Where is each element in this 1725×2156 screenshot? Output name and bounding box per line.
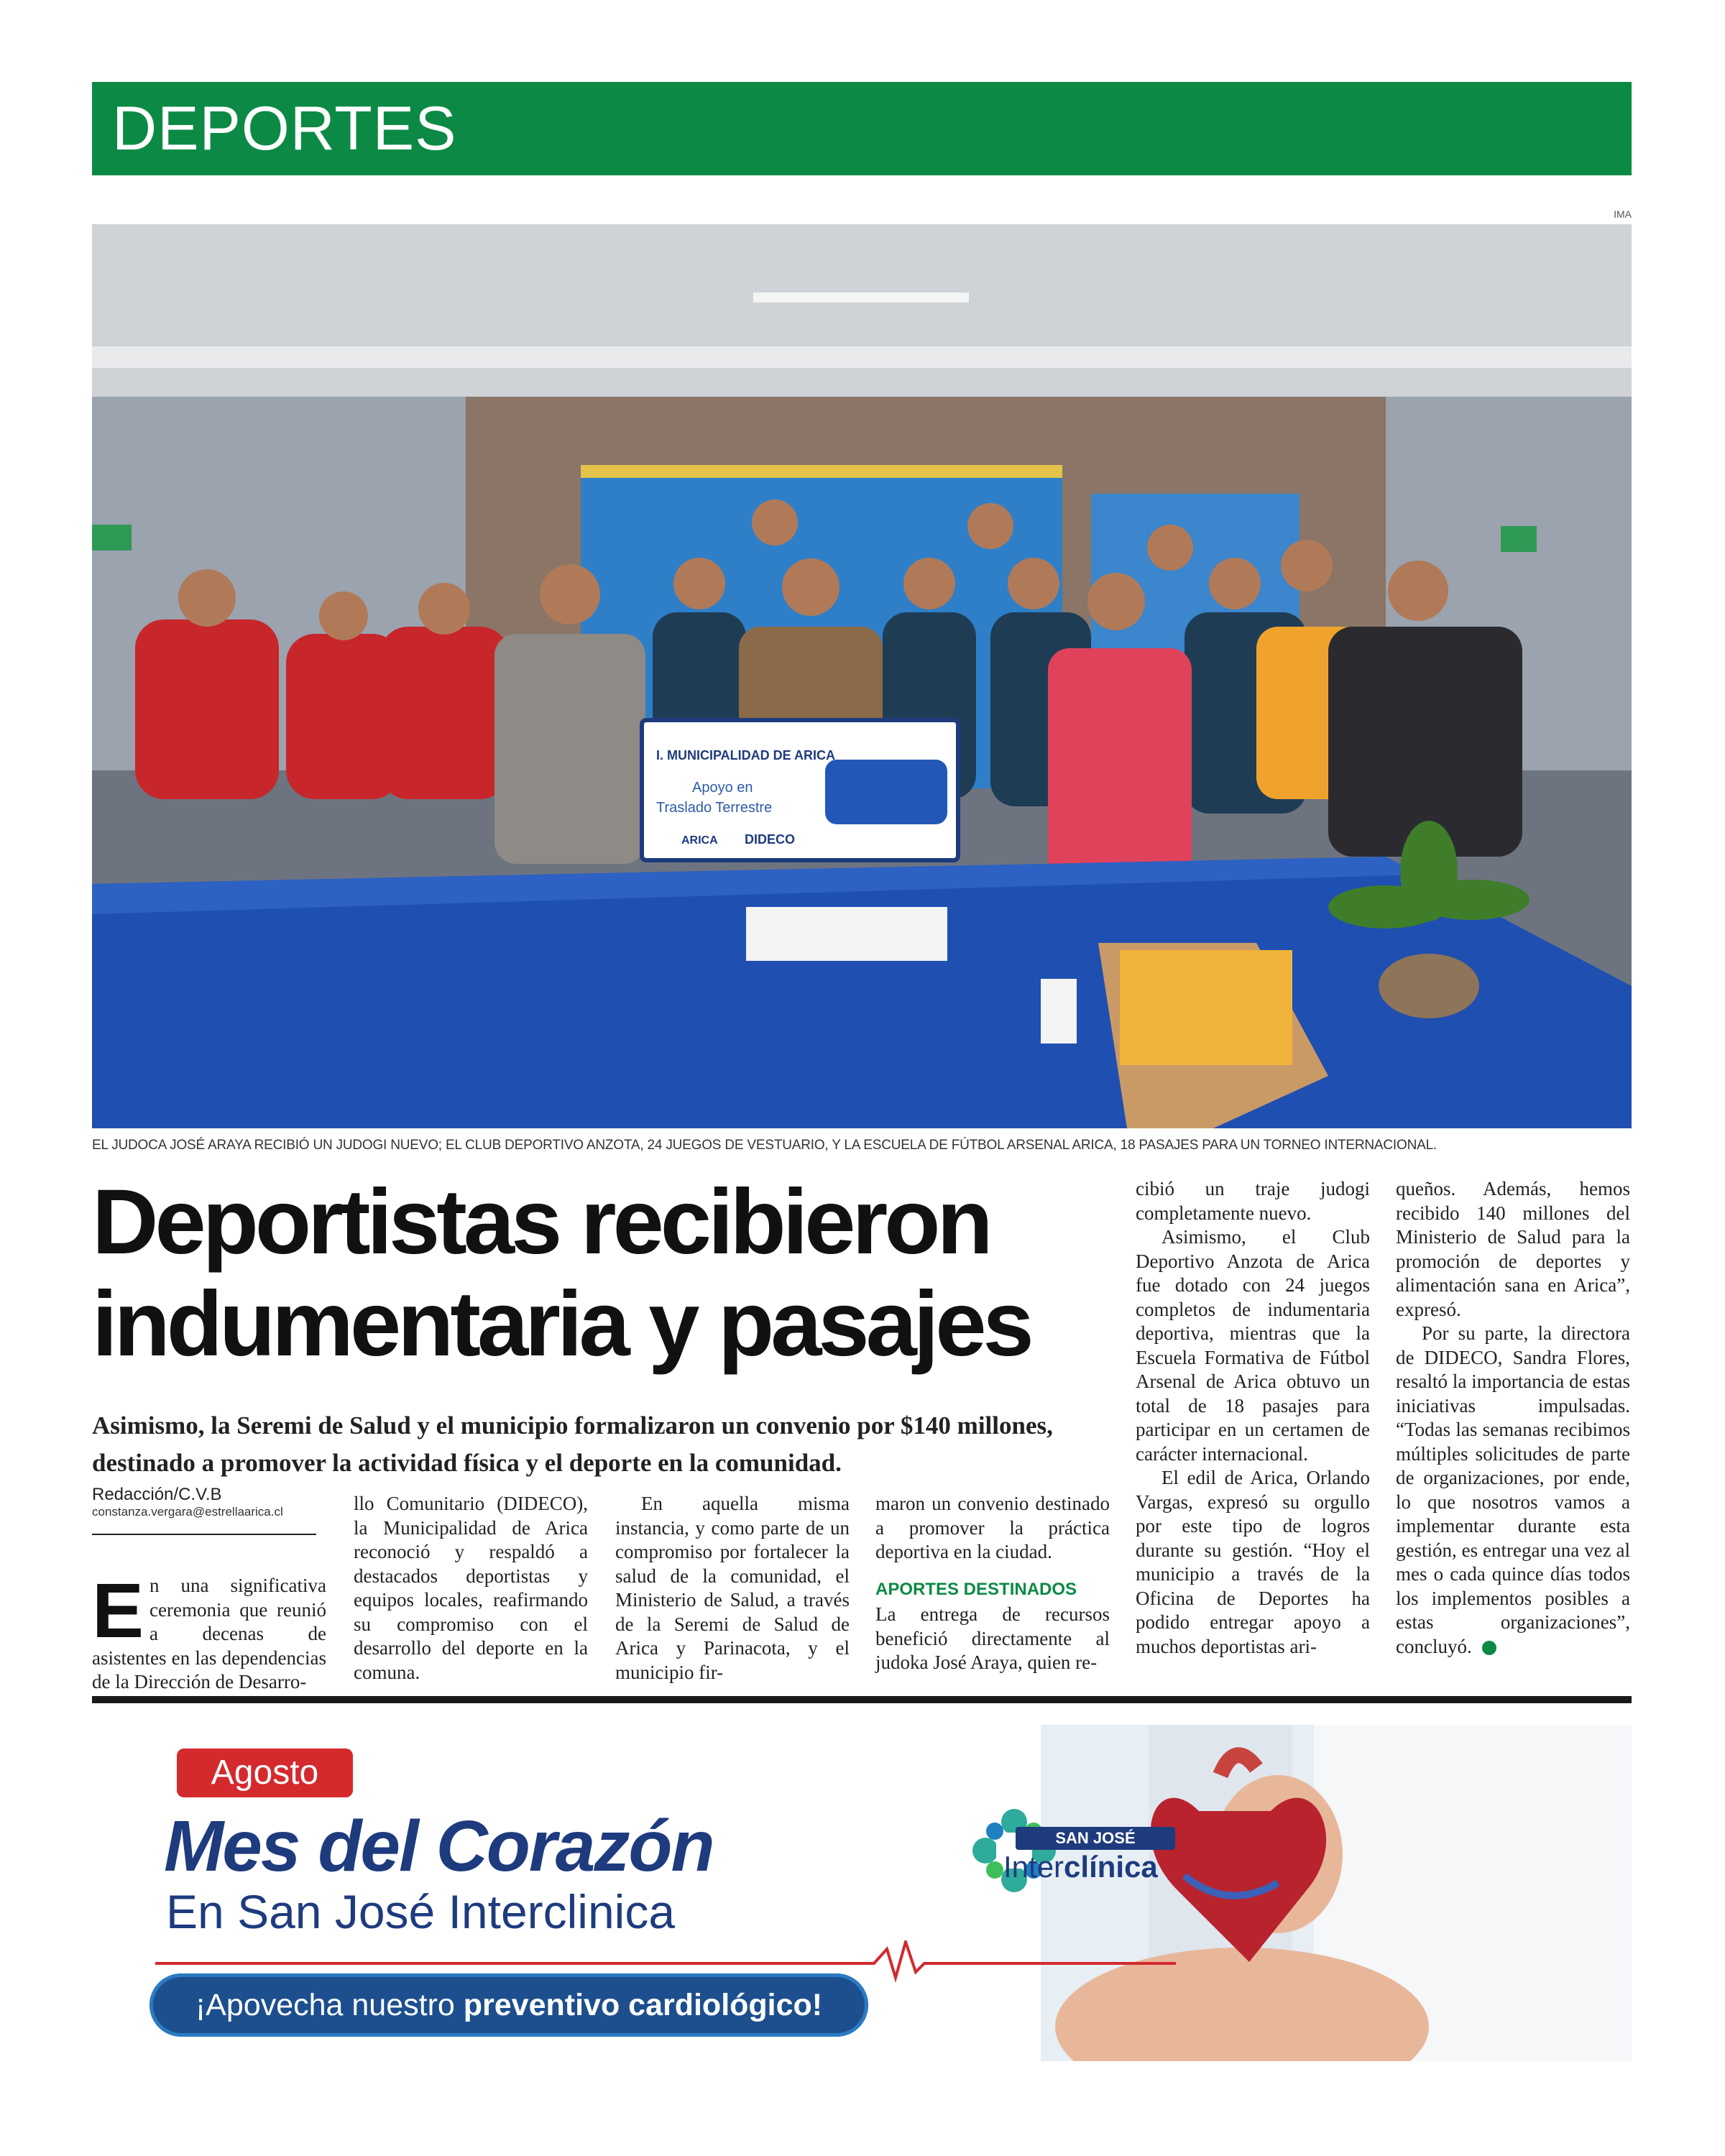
column-6-text-a: queños. Además, hemos recibido 140 millones del Ministerio de Salud para la promoción de deportes y alimentación sana en Arica”, expresó.	[1396, 1178, 1630, 1320]
ad-title: Mes del Corazón	[164, 1806, 714, 1886]
article-column-6	[1396, 1177, 1630, 1659]
check-line1: Apoyo en	[692, 780, 753, 796]
byline: Redacción/C.V.B	[92, 1485, 222, 1504]
column-4-text-a: maron un convenio destinado a promover la práctica deportiva en la ciudad.	[875, 1493, 1110, 1562]
article-column-4	[875, 1492, 1110, 1675]
ceremony-photo	[92, 224, 1632, 1128]
column-6-text-b: Por su parte, la directora de DIDECO, Sandra Flores, resaltó la importancia de estas iniciativas impulsadas. “Todas las semanas recibimos múltiples solicitudes de parte de organizaciones, por ende, lo que nosotros vamos a implementar durante esta gestión, es entregar una vez al mes o cada quince días todos los implementos posibles a estas organizaciones”, concluyó.	[1396, 1322, 1630, 1657]
column-5-text-c: El edil de Arica, Orlando Vargas, expresó su orgullo por este tipo de logros durante su gestión. “Hoy el municipio a través de la Oficina de Deportes ha podido entregar apoyo a muchos deportistas ari-	[1136, 1467, 1370, 1657]
article-column-3	[615, 1492, 850, 1685]
logo-name	[1003, 1850, 1158, 1884]
column-2-text: llo Comunitario (DIDECO), la Municipalidad de Arica reconoció y respaldó a destacados deportistas y equipos locales, reafirmando su compromiso con el desarrollo del deporte en la comuna.	[354, 1493, 588, 1683]
photo-credit: IMA	[1614, 208, 1632, 220]
donation-check	[642, 720, 958, 860]
photo-caption: EL JUDOCA JOSÉ ARAYA RECIBIÓ UN JUDOGI NUEVO; EL CLUB DEPORTIVO ANZOTA, 24 JUEGOS DE VESTUARIO, Y LA ESCUELA DE FÚTBOL ARSENAL ARICA, 18 PASAJES PARA UN TORNEO INTERNACIONAL.	[92, 1138, 1438, 1153]
logo-tag: SAN JOSÉ	[1016, 1827, 1175, 1850]
main-photo	[92, 224, 1632, 1128]
ad-subtitle: En San José Interclinica	[166, 1885, 676, 1938]
drop-cap: E	[92, 1567, 144, 1654]
byline-email: constanza.vergara@estrellaarica.cl	[92, 1505, 283, 1519]
column-5-text-b: Asimismo, el Club Deportivo Anzota de Arica fue dotado con 24 juegos completos de indumentaria deportiva, mientras que la Escuela Formativa de Fútbol Arsenal de Arica obtuvo un total de 18 pasajes para participar en un certamen de carácter internacional.	[1136, 1226, 1370, 1465]
column-1-text: n una significativa ceremonia que reunió a decenas de asistentes en las dependencias de la Dirección de Desarro-	[92, 1575, 326, 1692]
article-column-2	[354, 1492, 588, 1685]
headline-line-1: Deportistas recibieron	[92, 1171, 990, 1273]
ad-cta-bold: preventivo cardiológico!	[463, 1988, 823, 2022]
advertisement	[92, 1725, 1632, 2061]
ad-cta-text: ¡Apovecha nuestro	[195, 1988, 464, 2022]
article-column-5	[1136, 1177, 1370, 1659]
ad-month-badge: Agosto	[177, 1749, 353, 1797]
article-bottom-rule	[92, 1696, 1632, 1703]
article-subhead: Asimismo, la Seremi de Salud y el municipio formalizaron un convenio por $140 millones, destinado a promover la actividad física y el deporte en la comunidad.	[92, 1411, 1053, 1477]
article-column-1	[92, 1567, 326, 1695]
column-4-text-b: La entrega de recursos benefició directamente al judoka José Araya, quien re-	[875, 1603, 1110, 1673]
headline-line-2: indumentaria y pasajes	[92, 1273, 1031, 1376]
check-line2: Traslado Terrestre	[656, 800, 773, 816]
check-title: I. MUNICIPALIDAD DE ARICA	[656, 748, 835, 763]
end-of-article-icon: +	[1482, 1641, 1496, 1655]
column-subhead-aportes: APORTES DESTINADOS	[875, 1579, 1077, 1599]
section-header-bar	[92, 82, 1632, 175]
check-logo-arica: ARICA	[681, 834, 718, 847]
article-headline	[92, 1171, 1127, 1376]
check-logo-dideco: DIDECO	[745, 832, 796, 847]
column-5-text-a: cibió un traje judogi completamente nuevo.	[1136, 1178, 1370, 1224]
section-title: DEPORTES	[112, 94, 457, 163]
logo-name-b: clínica	[1064, 1850, 1158, 1884]
logo-name-a: Inter	[1003, 1850, 1064, 1884]
column-3-text: En aquella misma instancia, y como parte de un compromiso por fortalecer la salud de la comunidad, el Ministerio de Salud, a través de la Seremi de Salud de Arica y Parinacota, y el municipio fir-	[615, 1493, 850, 1683]
byline-rule	[92, 1534, 316, 1535]
ad-cta-pill	[150, 1973, 868, 2037]
